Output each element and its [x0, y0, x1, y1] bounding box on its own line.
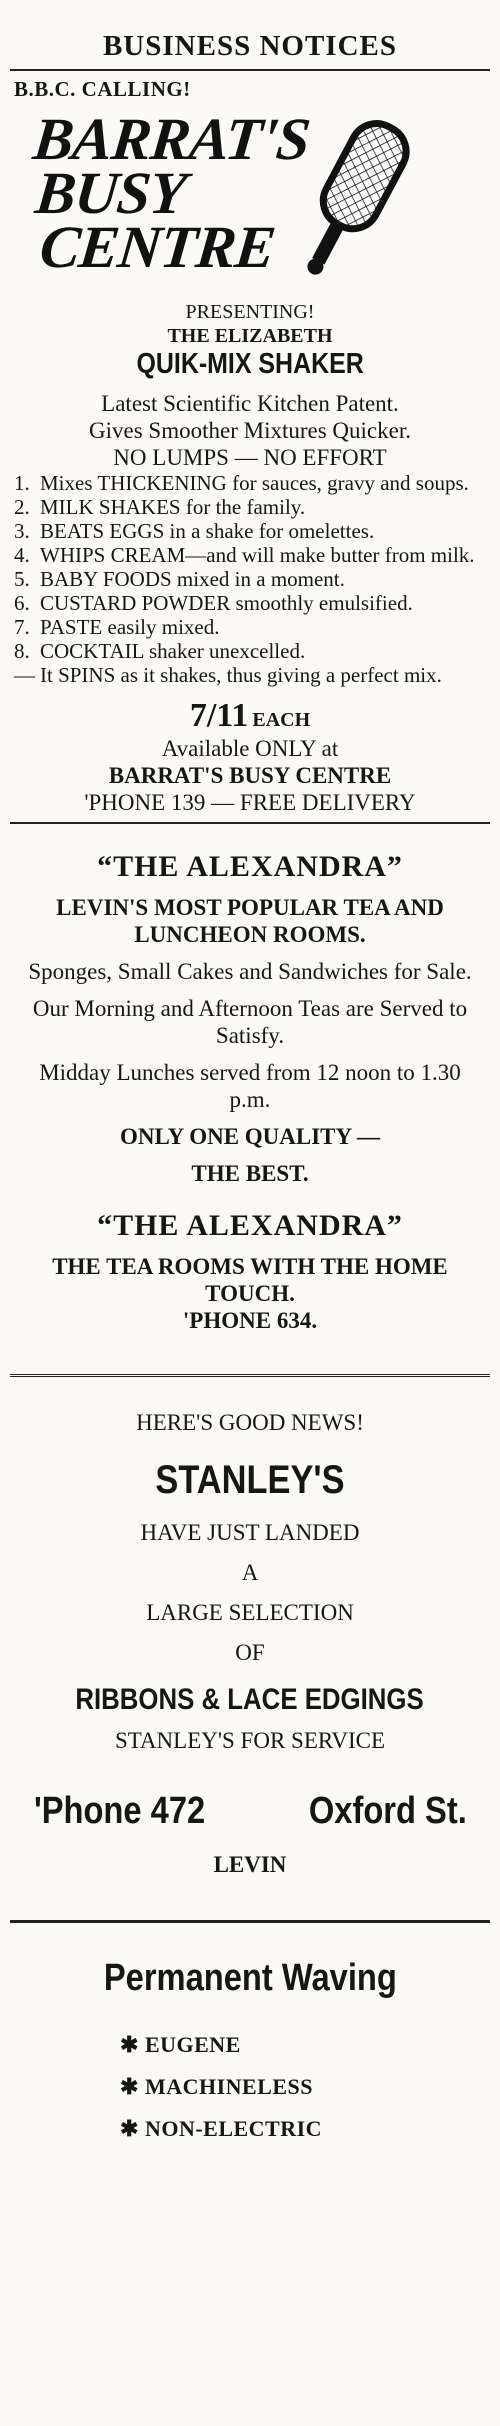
- item-text: COCKTAIL shaker unexcelled.: [40, 639, 306, 663]
- stanley-name-wrap: [10, 1458, 490, 1503]
- logo-line-3: CENTRE: [36, 214, 278, 280]
- barrat-product-name: QUIK-MIX SHAKER: [136, 348, 364, 380]
- list-item: [14, 591, 484, 615]
- item-number: 3.: [14, 519, 30, 543]
- waving-title-wrap: [10, 1957, 490, 2000]
- alexandra-ad: [10, 824, 490, 1334]
- stanley-contact-row: [20, 1790, 480, 1833]
- alexandra-tagline: THE TEA ROOMS WITH THE HOME TOUCH.: [52, 1254, 448, 1306]
- list-item: [14, 471, 484, 495]
- stanley-slogan: STANLEY'S FOR SERVICE: [114, 1728, 386, 1753]
- item-number: 1.: [14, 471, 30, 495]
- barrat-feature-list: [14, 471, 484, 687]
- item-text: CUSTARD POWDER smoothly emulsified.: [40, 591, 413, 615]
- alexandra-phone: 'PHONE 634.: [182, 1308, 318, 1333]
- barrat-price: 7/11: [189, 697, 249, 734]
- barrat-intro: B.B.C. CALLING!: [14, 77, 191, 101]
- item-number: 2.: [14, 495, 30, 519]
- stanley-ad: [10, 1377, 490, 1878]
- star-icon: ✱: [120, 2116, 139, 2141]
- list-item: [14, 519, 484, 543]
- barrat-product-sub: THE ELIZABETH: [167, 325, 333, 347]
- stanley-line-2: HAVE JUST LANDED: [140, 1520, 360, 1545]
- list-item: [14, 543, 484, 567]
- list-item: [120, 2024, 490, 2066]
- logo-line-2: BUSY: [32, 160, 189, 226]
- barrat-tag-1: Latest Scientific Kitchen Patent.: [101, 391, 399, 416]
- item-text: BEATS EGGS in a shake for omelettes.: [40, 519, 375, 543]
- logo-line-1: BARRAT'S: [30, 106, 313, 172]
- alexandra-quality-1: ONLY ONE QUALITY —: [119, 1124, 381, 1149]
- item-number: 8.: [14, 639, 30, 663]
- barrat-logo-text: [19, 106, 313, 280]
- stanley-product: RIBBONS & LACE EDGINGS: [75, 1683, 425, 1716]
- stanley-name: STANLEY'S: [155, 1458, 345, 1502]
- waving-item: NON-ELECTRIC: [144, 2116, 323, 2141]
- barrat-store: BARRAT'S BUSY CENTRE: [108, 763, 392, 788]
- star-icon: ✱: [120, 2074, 139, 2099]
- waving-title: Permanent Waving: [103, 1957, 397, 1999]
- list-item: [120, 2108, 490, 2150]
- item-text: MILK SHAKES for the family.: [40, 495, 306, 519]
- list-item: [14, 567, 484, 591]
- alexandra-title: “THE ALEXANDRA”: [97, 850, 403, 883]
- item-text: PASTE easily mixed.: [40, 615, 220, 639]
- barrat-price-line: [10, 697, 490, 735]
- barrat-tag-2: Gives Smoother Mixtures Quicker.: [89, 418, 411, 443]
- stanley-line-1: HERE'S GOOD NEWS!: [136, 1410, 364, 1435]
- barrat-logo: [10, 108, 490, 298]
- barrat-ad: [10, 77, 490, 816]
- list-item: [14, 663, 484, 687]
- item-number: 6.: [14, 591, 30, 615]
- item-number: 4.: [14, 543, 30, 567]
- stanley-line-3: A: [241, 1560, 259, 1585]
- barrat-tag-3: NO LUMPS — NO EFFORT: [113, 445, 387, 470]
- alexandra-quality-2: THE BEST.: [191, 1161, 309, 1186]
- item-number: 5.: [14, 567, 30, 591]
- newspaper-column: [10, 0, 490, 2150]
- barrat-phone: 'PHONE 139 — FREE DELIVERY: [84, 790, 416, 815]
- list-item: [120, 2066, 490, 2108]
- stanley-town: LEVIN: [213, 1852, 287, 1877]
- barrat-product: [10, 348, 490, 380]
- barrat-presenting: PRESENTING!: [185, 301, 315, 323]
- stanley-phone: 'Phone 472: [33, 1790, 206, 1832]
- stanley-product-wrap: [10, 1683, 490, 1717]
- item-text: It SPINS as it shakes, thus giving a perfect mix.: [40, 663, 442, 687]
- item-text: BABY FOODS mixed in a moment.: [40, 567, 345, 591]
- waving-item: EUGENE: [144, 2032, 241, 2057]
- stanley-line-5: OF: [235, 1640, 265, 1665]
- alexandra-para-3: Midday Lunches served from 12 noon to 1.30 p.m.: [39, 1060, 461, 1112]
- waving-ad: [10, 1923, 490, 2150]
- list-item: [14, 639, 484, 663]
- alexandra-subtitle: LEVIN'S MOST POPULAR TEA AND LUNCHEON ROOMS.: [56, 895, 444, 947]
- barrat-price-unit: EACH: [252, 709, 311, 731]
- barrat-available: Available ONLY at: [161, 736, 339, 761]
- stanley-line-4: LARGE SELECTION: [146, 1600, 354, 1625]
- section-title: BUSINESS NOTICES: [102, 30, 398, 62]
- section-divider: [10, 69, 490, 71]
- waving-item: MACHINELESS: [144, 2074, 314, 2099]
- item-text: WHIPS CREAM—and will make butter from milk.: [40, 543, 475, 567]
- item-text: Mixes THICKENING for sauces, gravy and soups.: [40, 471, 469, 495]
- alexandra-title-2: “THE ALEXANDRA”: [97, 1209, 403, 1242]
- alexandra-para-1: Sponges, Small Cakes and Sandwiches for Sale.: [28, 959, 472, 984]
- alexandra-para-2: Our Morning and Afternoon Teas are Served to Satisfy.: [32, 996, 468, 1048]
- item-number: 7.: [14, 615, 30, 639]
- star-icon: ✱: [120, 2032, 139, 2057]
- shaker-icon: [300, 108, 410, 288]
- list-item: [14, 495, 484, 519]
- stanley-street: Oxford St.: [309, 1790, 468, 1832]
- list-item: [14, 615, 484, 639]
- item-number: —: [14, 663, 35, 687]
